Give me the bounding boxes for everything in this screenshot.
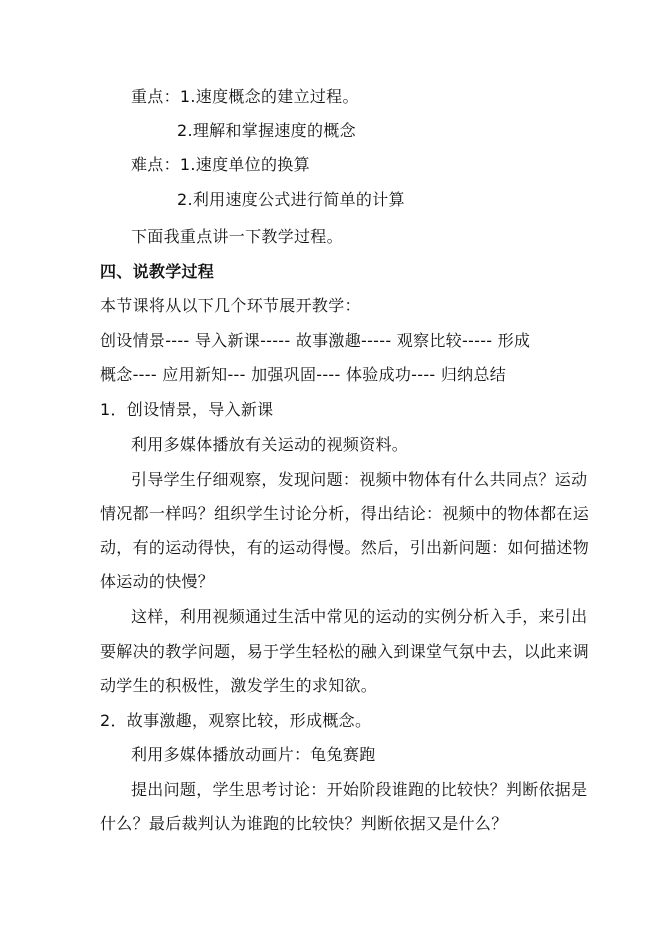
difficult-points-line-1: 难点：1.速度单位的换算 [131,155,310,174]
paragraph-2-line-2: 情况都一样吗？组织学生讨论分析，得出结论：视频中的物体都在运 [100,504,590,523]
difficult-points-line-2: 2.利用速度公式进行简单的计算 [177,190,405,209]
paragraph-3-line-1: 这样，利用视频通过生活中常见的运动的实例分析入手，来引出 [131,607,588,626]
intro-paragraph: 下面我重点讲一下教学过程。 [131,227,343,246]
steps-line-2: 概念---- 应用新知--- 加强巩固---- 体验成功---- 归纳总结 [100,365,507,384]
paragraph-1: 利用多媒体播放有关运动的视频资料。 [131,435,409,454]
paragraph-4: 利用多媒体播放动画片：龟兔赛跑 [131,745,376,764]
paragraph-2-line-3: 动，有的运动得快，有的运动得慢。然后，引出新问题：如何描述物 [100,538,590,557]
paragraph-5-line-1: 提出问题，学生思考讨论：开始阶段谁跑的比较快？判断依据是 [131,780,588,799]
paragraph-3-line-2: 要解决的教学问题，易于学生轻松的融入到课堂气氛中去，以此来调 [100,642,590,661]
subsection-1-heading: 1．创设情景，导入新课 [100,400,274,419]
key-points-line-1: 重点：1.速度概念的建立过程。 [131,87,359,106]
section-intro: 本节课将从以下几个环节展开教学： [100,296,361,315]
paragraph-5-line-2: 什么？最后裁判认为谁跑的比较快？判断依据又是什么？ [100,814,508,833]
steps-line-1: 创设情景---- 导入新课----- 故事激趣----- 观察比较----- 形成 [100,331,531,350]
subsection-2-heading: 2．故事激趣，观察比较，形成概念。 [100,711,372,730]
paragraph-2-line-4: 体运动的快慢？ [100,572,215,591]
paragraph-2-line-1: 引导学生仔细观察，发现问题：视频中物体有什么共同点？运动 [131,470,588,489]
key-points-line-2: 2.理解和掌握速度的概念 [177,121,356,140]
section-heading: 四、说教学过程 [100,262,215,281]
paragraph-3-line-3: 动学生的积极性，激发学生的求知欲。 [100,676,378,695]
